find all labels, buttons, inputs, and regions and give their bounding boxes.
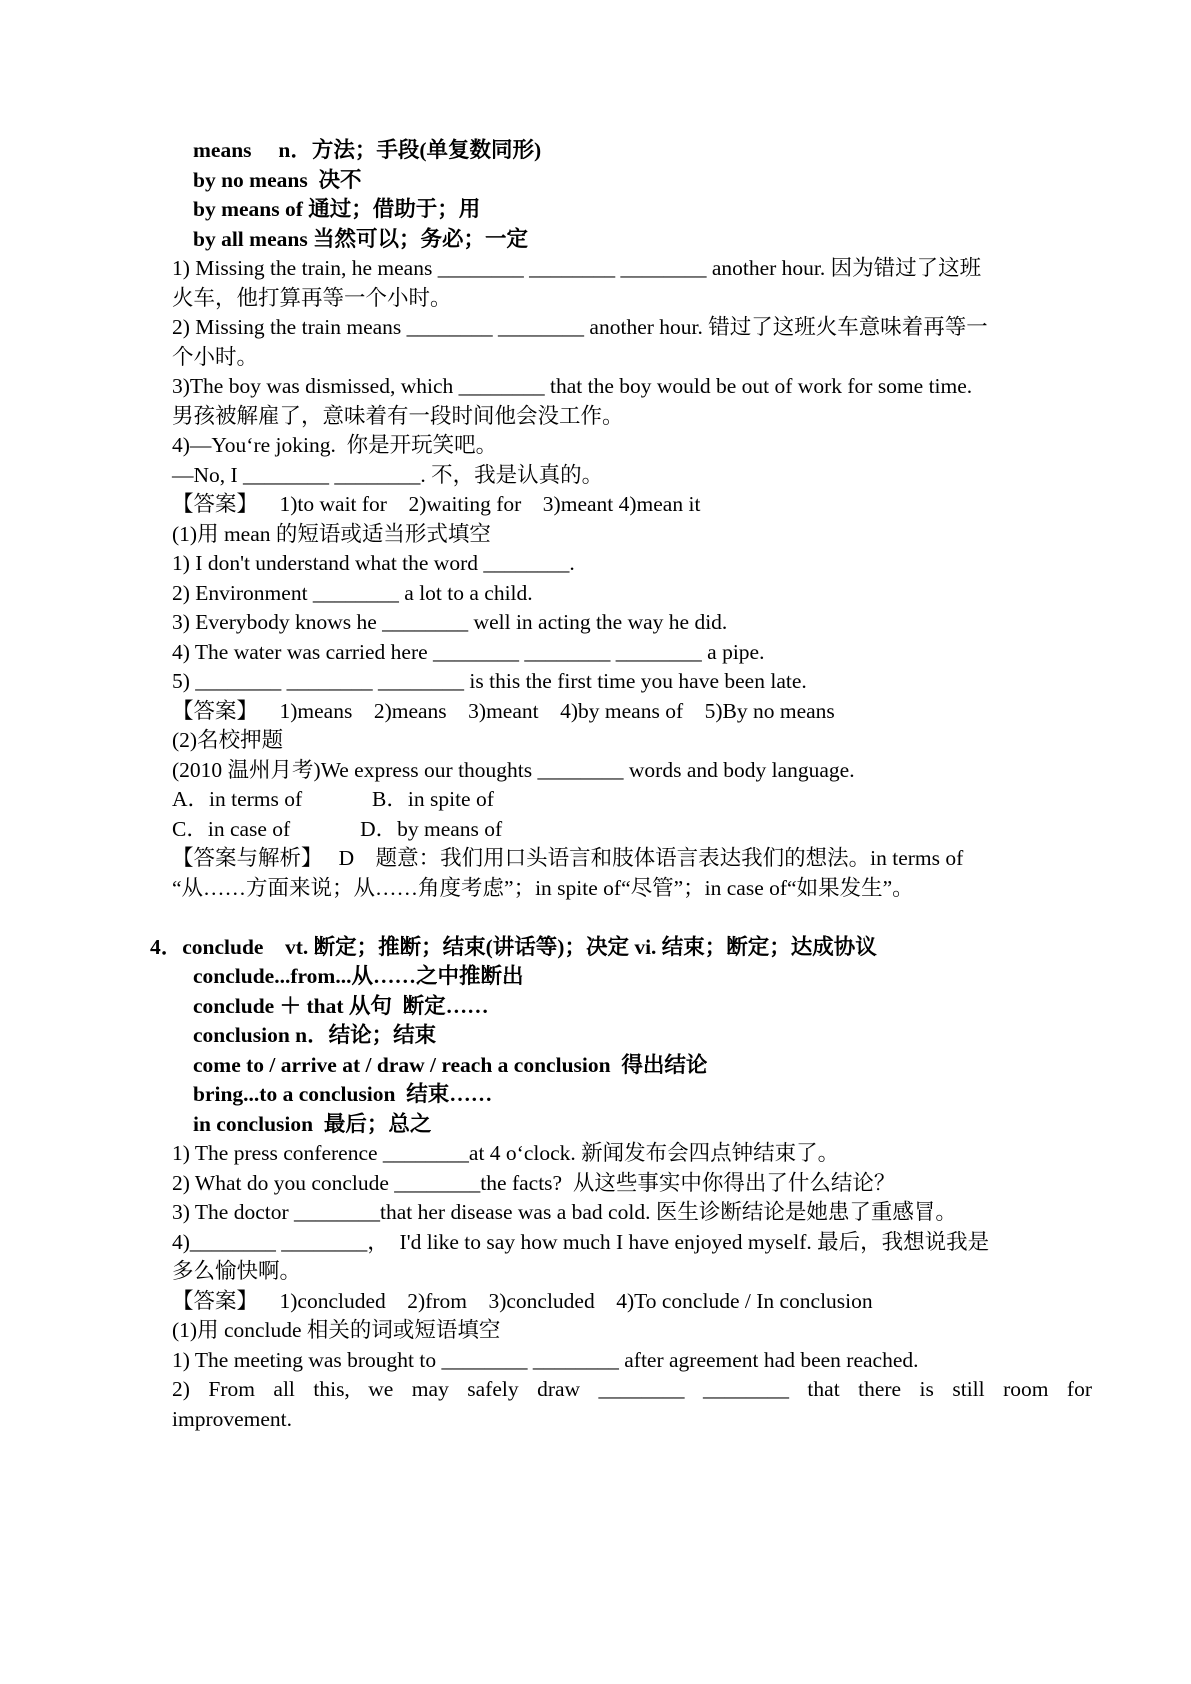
definition-by-no-means: by no means 决不 [193,168,362,192]
conclude-example-4-line-2: 多么愉快啊。 [172,1259,302,1283]
exercise-1-item: 1) I don't understand what the word ________. [172,551,575,575]
conclude-exercise-item-2-line-1: 2) From all this, we may safely draw ________ ________ that there is still room for [172,1377,1092,1401]
example-2-line-2: 个小时。 [172,345,259,369]
conclude-answer-block: 【答案】 1)concluded 2)from 3)concluded 4)To conclude / In conclusion [172,1289,873,1313]
definition-by-means-of: by means of 通过；借助于；用 [193,197,481,221]
definition-in-conclusion: in conclusion 最后；总之 [193,1112,432,1136]
definition-by-all-means: by all means 当然可以；务必；一定 [193,227,529,251]
exercise-1-item: 3) Everybody knows he ________ well in acting the way he did. [172,610,728,634]
conclude-exercise-title: (1)用 conclude 相关的词或短语填空 [172,1318,501,1342]
exercise-2-title: (2)名校押题 [172,728,284,752]
answer-block-2: 【答案】 1)means 2)means 3)meant 4)by means of 5)By no means [172,699,835,723]
exercise-1-title: (1)用 mean 的短语或适当形式填空 [172,522,491,546]
example-3-line-1: 3)The boy was dismissed, which ________ that the boy would be out of work for some time. [172,374,973,398]
definition-conclude-that: conclude ＋ that 从句 断定…… [193,994,489,1018]
conclude-example-3: 3) The doctor ________that her disease was a bad cold. 医生诊断结论是她患了重感冒。 [172,1200,957,1224]
definition-conclude-from: conclude...from...从……之中推断出 [193,964,524,988]
example-4-line-2: —No, I ________ ________. 不，我是认真的。 [172,463,604,487]
conclude-example-4-line-1: 4)________ ________， I'd like to say how much I have enjoyed myself. 最后，我想说我是 [172,1230,990,1254]
conclude-exercise-item-1: 1) The meeting was brought to ________ ________ after agreement had been reached. [172,1348,919,1372]
example-3-line-2: 男孩被解雇了，意味着有一段时间他会没工作。 [172,404,624,428]
example-4-line-1: 4)—You‘re joking. 你是开玩笑吧。 [172,433,498,457]
section-4-heading: 4．conclude vt. 断定；推断；结束(讲话等)；决定 vi. 结束；断定；达成协议 [150,935,877,959]
exercise-2-options-ab: A．in terms of B．in spite of [172,787,494,811]
definition-conclusion: conclusion n．结论；结束 [193,1023,437,1047]
definition-bring-to-conclusion: bring...to a conclusion 结束…… [193,1082,493,1106]
example-2-line-1: 2) Missing the train means ________ ________ another hour. 错过了这班火车意味着再等一 [172,315,988,339]
exercise-1-item: 2) Environment ________ a lot to a child. [172,581,533,605]
definition-means: means n．方法；手段(单复数同形) [193,138,542,162]
conclude-example-2: 2) What do you conclude ________the facts? 从这些事实中你得出了什么结论？ [172,1171,896,1195]
example-1-line-2: 火车，他打算再等一个小时。 [172,286,452,310]
exercise-1-item: 4) The water was carried here ________ ________ ________ a pipe. [172,640,765,664]
answer-analysis-line-2: “从……方面来说；从……角度考虑”；in spite of“尽管”；in case of“如果发生”。 [172,876,914,900]
conclude-example-1: 1) The press conference ________at 4 o‘clock. 新闻发布会四点钟结束了。 [172,1141,840,1165]
conclude-exercise-item-2-line-2: improvement. [172,1407,293,1431]
answer-analysis-line-1: 【答案与解析】 D 题意：我们用口头语言和肢体语言表达我们的想法。in terms of [172,846,964,870]
exercise-2-options-cd: C．in case of D．by means of [172,817,503,841]
example-1-line-1: 1) Missing the train, he means ________ ________ ________ another hour. 因为错过了这班 [172,256,982,280]
exercise-1-item: 5) ________ ________ ________ is this the first time you have been late. [172,669,807,693]
answer-block-1: 【答案】 1)to wait for 2)waiting for 3)meant 4)mean it [172,492,701,516]
definition-reach-conclusion: come to / arrive at / draw / reach a conclusion 得出结论 [193,1053,708,1077]
exercise-2-question: (2010 温州月考)We express our thoughts ________ words and body language. [172,758,855,782]
